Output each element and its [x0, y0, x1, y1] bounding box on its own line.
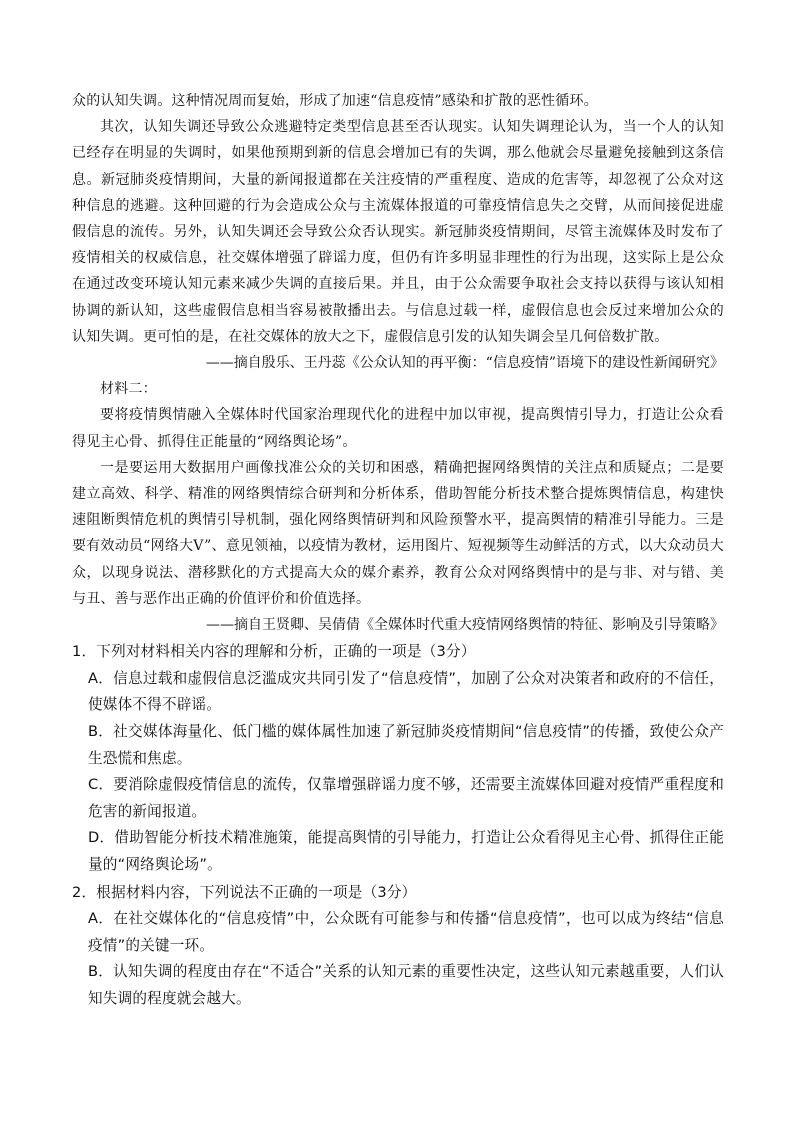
question-1-option-b: B．社交媒体海量化、低门槛的媒体属性加速了新冠肺炎疫情期间“信息疫情”的传播，致使公众产生恐慌和焦虑。 — [88, 723, 724, 767]
material2-paragraph-2: 一是要运用大数据用户画像找准公众的关切和困惑，精确把握网络舆情的关注点和质疑点；二是要建立高效、科学、精准的网络舆情综合研判和分析体系，借助智能分析技术整合提炼舆情信息，构建快速阻断舆情危机的舆情引导机制，强化网络舆情研判和风险预警水平，提高舆情的精准引导能力。三是要有效动员“网络大V”、意见领袖，以疫情为教材，运用图片、短视频等生动鲜活的方式，以大众动员大众，以现身说法、潜移默化的方式提高大众的媒介素养，教育公众对网络舆情中的是与非、对与错、美与丑、善与恶作出正确的价值评价和价值选择。 — [72, 459, 724, 607]
question-1-option-d: D．借助智能分析技术精准施策，能提高舆情的引导能力，打造让公众看得见主心骨、抓得住正能量的“网络舆论场”。 — [88, 829, 724, 874]
material2-label: 材料二： — [100, 381, 157, 398]
question-1-option-c: C．要消除虚假疫情信息的流传，仅靠增强辟谣力度不够，还需要主流媒体回避对疫情严重程度和危害的新闻报道。 — [88, 776, 724, 820]
material1-source: ——摘自殷乐、王丹蕊《公众认知的再平衡：“信息疫情”语境下的建设性新闻研究》 — [205, 355, 724, 372]
material2-paragraph-1: 要将疫情舆情融入全媒体时代国家治理现代化的进程中加以审视，提高舆情引导力，打造让公众看得见主心骨、抓得住正能量的“网络舆论场”。 — [72, 407, 724, 450]
question-1-stem: 1．下列对材料相关内容的理解和分析，正确的一项是（3分） — [72, 643, 476, 661]
question-1 — [72, 639, 724, 878]
material1-continuation: 众的认知失调。这种情况周而复始，形成了加速“信息疫情”感染和扩散的恶性循环。 — [72, 93, 598, 109]
question-1-option-a: A．信息过载和虚假信息泛滥成灾共同引发了“信息疫情”，加剧了公众对决策者和政府的不信任，使媒体不得不辟谣。 — [88, 669, 724, 714]
question-2-stem: 2．根据材料内容，下列说法不正确的一项是（3分） — [72, 883, 417, 901]
question-2 — [72, 880, 724, 1013]
document-page — [72, 88, 724, 1013]
question-2-option-a: A．在社交媒体化的“信息疫情”中，公众既有可能参与和传播“信息疫情”，也可以成为终结“信息疫情”的关键一环。 — [88, 910, 724, 954]
question-2-option-b: B．认知失调的程度由存在“不适合”关系的认知元素的重要性决定，这些认知元素越重要，人们认知失调的程度就会越大。 — [88, 963, 724, 1007]
material2-source: ——摘自王贤卿、吴倩倩《全媒体时代重大疫情网络舆情的特征、影响及引导策略》 — [206, 617, 724, 634]
material1-paragraph-2: 其次，认知失调还导致公众逃避特定类型信息甚至否认现实。认知失调理论认为，当一个人的认知已经存在明显的失调时，如果他预期到新的信息会增加已有的失调，那么他就会尽量避免接触到这条信息。新冠肺炎疫情期间，大量的新闻报道都在关注疫情的严重程度、造成的危害等，却忽视了公众对这种信息的逃避。这种回避的行为会造成公众与主流媒体报道的可靠疫情信息失之交臂，从而间接促进虚假信息的流传。另外，认知失调还会导致公众否认现实。新冠肺炎疫情期间，尽管主流媒体及时发布了疫情相关的权威信息，社交媒体增强了辟谣力度，但仍有许多明显非理性的行为出现，这实际上是公众在通过改变环境认知元素来减少失调的直接后果。并且，由于公众需要争取社会支持以获得与该认知相协调的新认知，这些虚假信息相当容易被散播出去。与信息过载一样，虚假信息也会反过来增加公众的认知失调。更可怕的是，在社交媒体的放大之下，虚假信息引发的认知失调会呈几何倍数扩散。 — [72, 119, 724, 345]
